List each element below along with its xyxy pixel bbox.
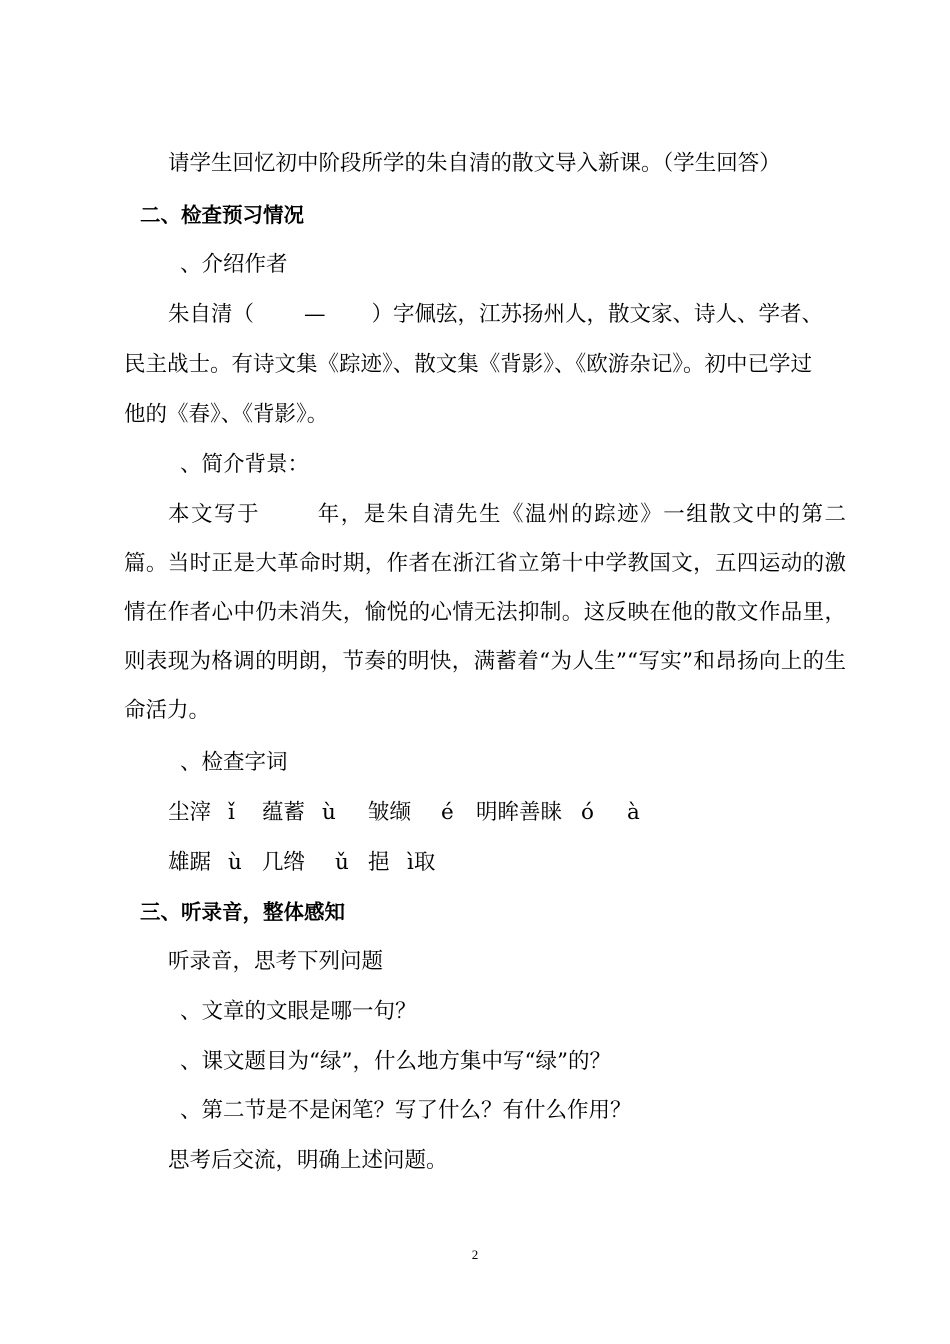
word: 蕴蓄	[262, 800, 306, 825]
section3-heading: 三、听录音，整体感知	[140, 900, 345, 924]
pinyin: ù	[322, 800, 336, 825]
pinyin: ǐ	[228, 800, 235, 825]
word: 挹	[368, 850, 390, 875]
author-line-1	[168, 300, 823, 330]
pinyin: ù	[228, 850, 242, 875]
page-number: 2	[471, 1247, 479, 1262]
question-2: 、课文题目为“绿”，什么地方集中写“绿”的？	[180, 1049, 611, 1074]
word: 尘滓	[168, 800, 212, 825]
word: 皱缬	[368, 800, 412, 825]
background-lead: 本文写于	[168, 502, 261, 527]
pinyin: ǔ	[335, 850, 349, 875]
word: 雄踞	[168, 850, 212, 875]
section2-heading: 二、检查预习情况	[140, 203, 304, 227]
author-line-2: 民主战士。有诗文集《踪迹》、散文集《背影》、《欧游杂记》。初中已学过	[124, 352, 813, 377]
section3-conclusion: 思考后交流，明确上述问题。	[168, 1148, 448, 1173]
section3-prompt: 听录音，思考下列问题	[168, 949, 384, 974]
item2-heading: 、简介背景：	[180, 452, 310, 477]
pinyin: ì取	[407, 850, 436, 875]
item3-heading: 、检查字词	[180, 750, 288, 775]
item1-heading: 、介绍作者	[180, 252, 288, 277]
pinyin: à	[627, 800, 640, 825]
intro-text: 请学生回忆初中阶段所学的朱自清的散文导入新课。（学生回答）	[168, 151, 781, 176]
word: 明眸善睐	[476, 800, 563, 825]
author-intro: ）字佩弦，江苏扬州人，散文家、诗人、学者、	[371, 302, 824, 327]
author-name: 朱自清（	[168, 302, 255, 327]
author-dates-dash: —	[304, 302, 326, 327]
background-paragraph	[124, 490, 846, 735]
question-3: 、第二节是不是闲笔？写了什么？有什么作用？	[180, 1098, 632, 1123]
question-1: 、文章的文眼是哪一句？	[180, 999, 417, 1024]
author-line-3: 他的《春》、《背影》。	[124, 402, 329, 427]
pinyin: ó	[581, 800, 594, 825]
word: 几绺	[262, 850, 306, 875]
pinyin: é	[441, 800, 454, 825]
background-body: 年，是朱自清先生《温州的踪迹》一组散文中的第二篇。当时正是大革命时期，作者在浙江省立第十中学教国文，五四运动的激情在作者心中仍未消失，愉悦的心情无法抑制。这反映在他的散文作品里，则表现为格调的明朗，节奏的明快，满蓄着“为人生”“写实”和昂扬向上的生命活力。	[124, 502, 846, 723]
